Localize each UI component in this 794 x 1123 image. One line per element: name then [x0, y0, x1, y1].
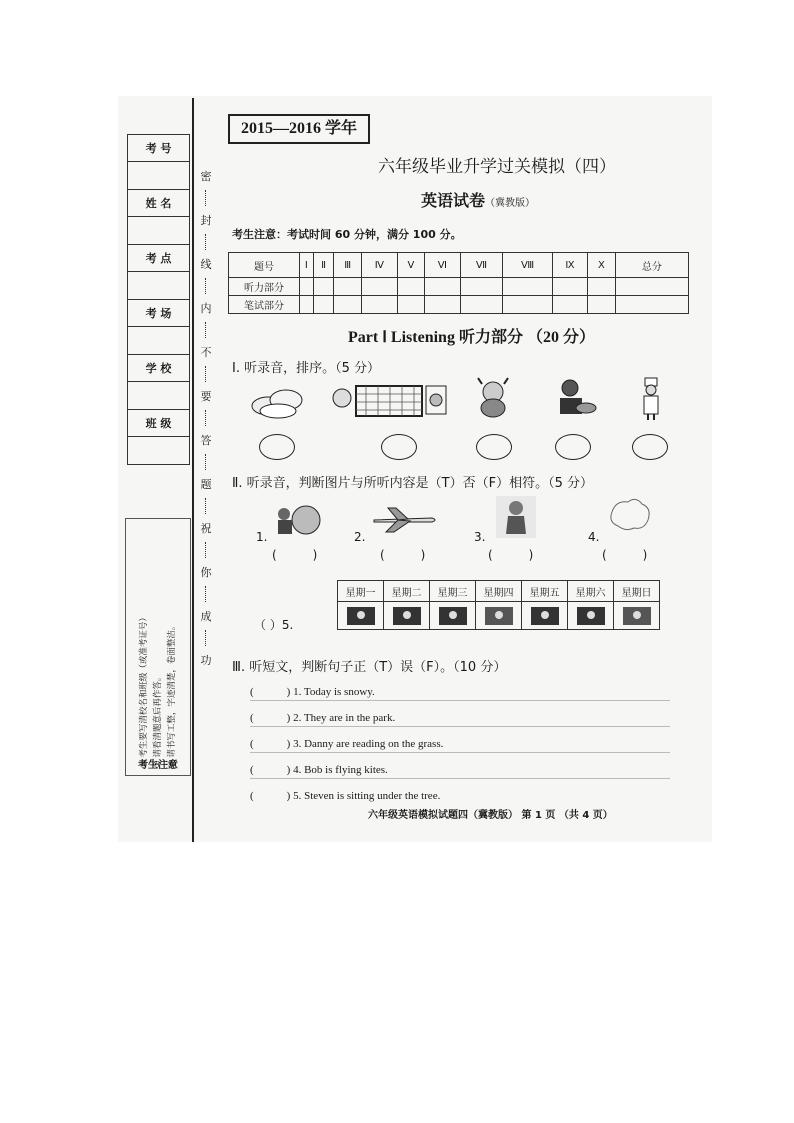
score-header: Ⅷ — [503, 253, 552, 278]
score-row-label: 笔试部分 — [229, 296, 300, 314]
score-header: Ⅳ — [362, 253, 398, 278]
score-table — [228, 252, 689, 314]
score-header: Ⅸ — [552, 253, 588, 278]
seal-char: 不 — [200, 346, 212, 359]
score-header: Ⅶ — [460, 253, 503, 278]
part1-heading: Part Ⅰ Listening 听力部分 （20 分） — [348, 329, 595, 346]
rainy-weather-icon — [577, 607, 605, 625]
field-blank[interactable] — [128, 217, 190, 245]
score-header: Ⅵ — [425, 253, 461, 278]
answer-line — [250, 726, 670, 727]
rainy-weather-icon — [393, 607, 421, 625]
seal-char: 题 — [200, 478, 212, 491]
seal-char: 要 — [200, 390, 212, 403]
australia-map-picture — [606, 494, 654, 534]
field-name: 姓 名 — [128, 190, 190, 217]
statement-text: 1. Today is snowy. — [293, 686, 375, 698]
seal-char: 答 — [200, 434, 212, 447]
airplane-picture — [372, 506, 438, 534]
field-blank[interactable] — [128, 327, 190, 355]
item-number: 1. — [256, 530, 268, 544]
score-row-label: 听力部分 — [229, 278, 300, 296]
binding-line — [192, 98, 194, 842]
field-blank[interactable] — [128, 162, 190, 190]
answer-oval[interactable] — [259, 434, 295, 460]
girl-picture — [496, 496, 536, 538]
notice-item: ① 考生要写清校名和班级（或准考证号） — [139, 613, 149, 768]
seal-char: 封 — [200, 214, 212, 227]
chef-picture — [636, 376, 666, 422]
exam-notice-box — [125, 518, 191, 776]
cloudy-weather-picture — [248, 384, 308, 420]
answer-line — [250, 752, 670, 753]
item5-label: （ ）5. — [254, 618, 294, 632]
field-class: 班 级 — [128, 410, 190, 437]
rainy-weather-icon — [347, 607, 375, 625]
field-exam-room: 考 场 — [128, 300, 190, 327]
field-blank[interactable] — [128, 382, 190, 410]
weekday-label: 星期二 — [384, 581, 430, 602]
answer-oval[interactable] — [381, 434, 417, 460]
weekday-label: 星期一 — [338, 581, 384, 602]
statement-item: ( ) 3. Danny are reading on the grass. — [250, 738, 444, 750]
weekday-label: 星期五 — [522, 581, 568, 602]
score-header: Ⅲ — [334, 253, 362, 278]
rainy-weather-icon — [531, 607, 559, 625]
score-header: 总分 — [615, 253, 688, 278]
field-blank[interactable] — [128, 272, 190, 300]
field-exam-number: 考 号 — [128, 135, 190, 162]
answer-oval[interactable] — [555, 434, 591, 460]
exam-note: 考生注意：考试时间 60 分钟，满分 100 分。 — [232, 228, 462, 241]
rainy-weather-icon — [439, 607, 467, 625]
seal-char: 你 — [200, 566, 212, 579]
item-number: 4. — [588, 530, 600, 544]
sunny-weather-icon — [485, 607, 513, 625]
section1-title: Ⅰ. 听录音，排序。（5 分） — [232, 361, 381, 376]
score-header: Ⅰ — [300, 253, 314, 278]
page-footer: 六年级英语模拟试题四（冀教版） 第 1 页 （共 4 页） — [368, 810, 613, 821]
football-goal-picture — [330, 380, 450, 422]
weekday-label: 星期日 — [614, 581, 660, 602]
exam-subtitle — [421, 188, 535, 211]
notice-item: ② 请看清题意后再作答。 — [153, 672, 163, 768]
seal-char: 祝 — [200, 522, 212, 535]
field-school: 学 校 — [128, 355, 190, 382]
answer-paren[interactable]: ( ) — [488, 548, 534, 562]
answer-paren[interactable]: ( ) — [380, 548, 426, 562]
exam-title: 六年级毕业升学过关模拟（四） — [378, 157, 616, 177]
seal-char: 线 — [200, 258, 212, 271]
sunny-weather-icon — [623, 607, 651, 625]
person-cooking-picture — [550, 378, 598, 420]
answer-paren[interactable]: ( ) — [602, 548, 648, 562]
answer-line — [250, 700, 670, 701]
section2-title: Ⅱ. 听录音，判断图片与所听内容是（T）否（F）相符。（5 分） — [232, 476, 593, 491]
field-blank[interactable] — [128, 437, 190, 465]
student-info-table — [127, 134, 190, 465]
answer-paren[interactable]: ( ) — [272, 548, 318, 562]
seal-char: 成 — [200, 610, 212, 623]
seal-line-text — [198, 168, 214, 668]
answer-oval[interactable] — [632, 434, 668, 460]
score-header: Ⅹ — [588, 253, 615, 278]
item-number: 2. — [354, 530, 366, 544]
answer-oval[interactable] — [476, 434, 512, 460]
edition-text: （冀教版） — [485, 198, 536, 209]
weekday-label: 星期六 — [568, 581, 614, 602]
school-year: 2015—2016 学年 — [228, 114, 370, 144]
statement-text: 5. Steven is sitting under the tree. — [293, 790, 441, 802]
statement-item: ( ) 2. They are in the park. — [250, 712, 396, 724]
score-header: 题号 — [229, 253, 300, 278]
score-header: Ⅴ — [397, 253, 424, 278]
weather-week-table — [337, 580, 660, 630]
seal-char: 功 — [200, 654, 212, 667]
score-header: Ⅱ — [313, 253, 334, 278]
statement-item: ( ) 1. Today is snowy. — [250, 686, 375, 698]
subtitle-text: 英语试卷 — [421, 191, 486, 210]
statement-item: ( ) 5. Steven is sitting under the tree. — [250, 790, 441, 802]
field-exam-site: 考 点 — [128, 245, 190, 272]
seal-char: 密 — [200, 170, 212, 183]
item-number: 3. — [474, 530, 486, 544]
statement-item: ( ) 4. Bob is flying kites. — [250, 764, 388, 776]
weekday-label: 星期四 — [476, 581, 522, 602]
notice-title: 考生注意 — [138, 760, 178, 771]
statement-text: 3. Danny are reading on the grass. — [293, 738, 444, 750]
notice-item: ③ 请书写工整，字迹清楚，卷面整洁。 — [167, 621, 177, 768]
section3-title: Ⅲ. 听短文，判断句子正（T）误（F）。（10 分） — [232, 660, 507, 675]
seal-char: 内 — [200, 302, 212, 315]
globe-person-picture — [270, 502, 324, 536]
statement-text: 2. They are in the park. — [293, 712, 396, 724]
statement-text: 4. Bob is flying kites. — [293, 764, 388, 776]
cow-cartoon-picture — [472, 376, 514, 420]
weekday-label: 星期三 — [430, 581, 476, 602]
answer-line — [250, 778, 670, 779]
